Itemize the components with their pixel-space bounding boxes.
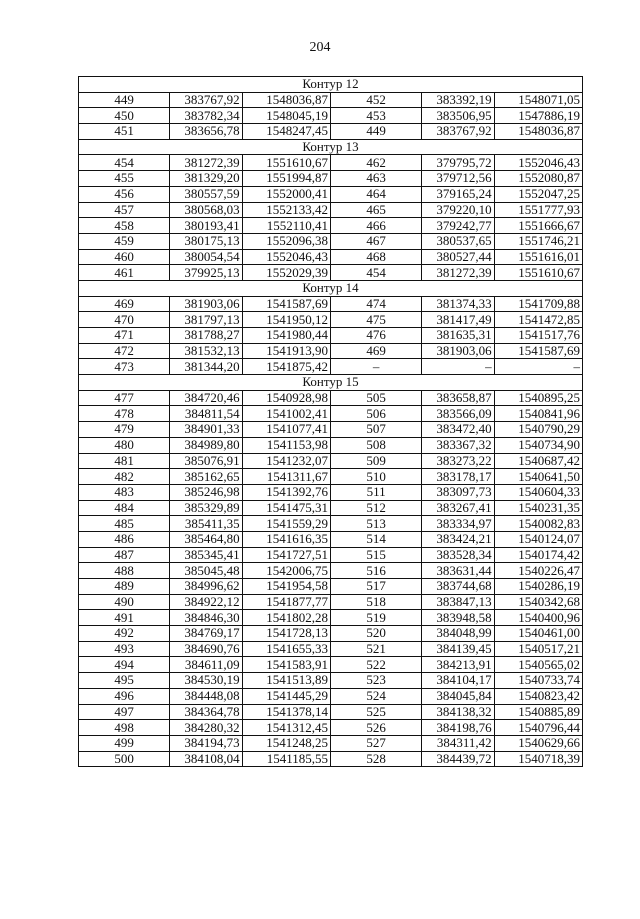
x-coordinate-cell: 385076,91 — [170, 453, 242, 469]
point-number-cell: 461 — [79, 265, 170, 281]
x-coordinate-cell: 381272,39 — [422, 265, 494, 281]
y-coordinate-cell: 1541980,44 — [242, 328, 330, 344]
x-coordinate-cell: 381272,39 — [170, 155, 242, 171]
table-row — [79, 233, 583, 249]
table-row — [79, 720, 583, 736]
y-coordinate-cell: 1548036,87 — [494, 124, 582, 140]
coordinates-table-body — [79, 77, 583, 767]
y-coordinate-cell: 1552046,43 — [494, 155, 582, 171]
x-coordinate-cell: 383847,13 — [422, 594, 494, 610]
y-coordinate-cell: 1540687,42 — [494, 453, 582, 469]
point-number-cell: 460 — [79, 249, 170, 265]
point-number-cell: 495 — [79, 673, 170, 689]
table-row — [79, 579, 583, 595]
point-number-cell: 488 — [79, 563, 170, 579]
y-coordinate-cell: 1541185,55 — [242, 751, 330, 767]
x-coordinate-cell: 381329,20 — [170, 171, 242, 187]
x-coordinate-cell: 384720,46 — [170, 390, 242, 406]
x-coordinate-cell: 383566,09 — [422, 406, 494, 422]
y-coordinate-cell: 1541913,90 — [242, 343, 330, 359]
y-coordinate-cell: 1540231,35 — [494, 500, 582, 516]
point-number-cell: 483 — [79, 484, 170, 500]
x-coordinate-cell: 384690,76 — [170, 641, 242, 657]
table-row — [79, 594, 583, 610]
point-number-cell: 493 — [79, 641, 170, 657]
table-row — [79, 751, 583, 767]
y-coordinate-cell: 1552110,41 — [242, 218, 330, 234]
point-number-cell: 516 — [330, 563, 421, 579]
y-coordinate-cell: 1540400,96 — [494, 610, 582, 626]
y-coordinate-cell: 1547886,19 — [494, 108, 582, 124]
table-row — [79, 296, 583, 312]
x-coordinate-cell: 381788,27 — [170, 328, 242, 344]
y-coordinate-cell: 1551777,93 — [494, 202, 582, 218]
table-row — [79, 218, 583, 234]
x-coordinate-cell: 384194,73 — [170, 735, 242, 751]
y-coordinate-cell: 1540790,29 — [494, 422, 582, 438]
x-coordinate-cell: 383178,17 — [422, 469, 494, 485]
point-number-cell: 471 — [79, 328, 170, 344]
x-coordinate-cell: 379220,10 — [422, 202, 494, 218]
x-coordinate-cell: 383948,58 — [422, 610, 494, 626]
table-row — [79, 531, 583, 547]
point-number-cell: 449 — [330, 124, 421, 140]
point-number-cell: 480 — [79, 437, 170, 453]
y-coordinate-cell: 1551666,67 — [494, 218, 582, 234]
y-coordinate-cell: 1541587,69 — [242, 296, 330, 312]
table-row — [79, 249, 583, 265]
x-coordinate-cell: 383392,19 — [422, 92, 494, 108]
x-coordinate-cell: 384922,12 — [170, 594, 242, 610]
y-coordinate-cell: 1540823,42 — [494, 688, 582, 704]
y-coordinate-cell: 1541709,88 — [494, 296, 582, 312]
table-row — [79, 359, 583, 375]
y-coordinate-cell: 1541077,41 — [242, 422, 330, 438]
y-coordinate-cell: 1540461,00 — [494, 626, 582, 642]
x-coordinate-cell: 383528,34 — [422, 547, 494, 563]
x-coordinate-cell: 381797,13 — [170, 312, 242, 328]
point-number-cell: 509 — [330, 453, 421, 469]
point-number-cell: 525 — [330, 704, 421, 720]
point-number-cell: 454 — [79, 155, 170, 171]
point-number-cell: 473 — [79, 359, 170, 375]
x-coordinate-cell: 383367,32 — [422, 437, 494, 453]
point-number-cell: 474 — [330, 296, 421, 312]
table-row — [79, 108, 583, 124]
table-row — [79, 422, 583, 438]
y-coordinate-cell: 1541312,45 — [242, 720, 330, 736]
x-coordinate-cell: 381532,13 — [170, 343, 242, 359]
y-coordinate-cell: 1548071,05 — [494, 92, 582, 108]
point-number-cell: 453 — [330, 108, 421, 124]
table-row — [79, 657, 583, 673]
y-coordinate-cell: 1552133,42 — [242, 202, 330, 218]
page-number: 204 — [309, 40, 331, 55]
point-number-cell: 514 — [330, 531, 421, 547]
table-row — [79, 484, 583, 500]
y-coordinate-cell: 1540565,02 — [494, 657, 582, 673]
point-number-cell: 477 — [79, 390, 170, 406]
point-number-cell: 491 — [79, 610, 170, 626]
y-coordinate-cell: 1541378,14 — [242, 704, 330, 720]
point-number-cell: 451 — [79, 124, 170, 140]
table-row — [79, 563, 583, 579]
x-coordinate-cell: 380054,54 — [170, 249, 242, 265]
y-coordinate-cell: 1541475,31 — [242, 500, 330, 516]
section-title: Контур 14 — [79, 280, 583, 296]
point-number-cell: 499 — [79, 735, 170, 751]
point-number-cell: 513 — [330, 516, 421, 532]
y-coordinate-cell: 1551994,87 — [242, 171, 330, 187]
point-number-cell: 508 — [330, 437, 421, 453]
table-row — [79, 688, 583, 704]
table-row — [79, 406, 583, 422]
table-row — [79, 469, 583, 485]
x-coordinate-cell: 384311,42 — [422, 735, 494, 751]
x-coordinate-cell: 385162,65 — [170, 469, 242, 485]
table-row — [79, 155, 583, 171]
point-number-cell: 489 — [79, 579, 170, 595]
x-coordinate-cell: 379165,24 — [422, 186, 494, 202]
y-coordinate-cell: 1541728,13 — [242, 626, 330, 642]
y-coordinate-cell: 1540928,98 — [242, 390, 330, 406]
y-coordinate-cell: 1541877,77 — [242, 594, 330, 610]
point-number-cell: – — [330, 359, 421, 375]
table-row — [79, 453, 583, 469]
y-coordinate-cell: 1540517,21 — [494, 641, 582, 657]
point-number-cell: 515 — [330, 547, 421, 563]
x-coordinate-cell: 383744,68 — [422, 579, 494, 595]
point-number-cell: 496 — [79, 688, 170, 704]
point-number-cell: 476 — [330, 328, 421, 344]
x-coordinate-cell: 381903,06 — [170, 296, 242, 312]
x-coordinate-cell: 383782,34 — [170, 108, 242, 124]
x-coordinate-cell: 383472,40 — [422, 422, 494, 438]
y-coordinate-cell: 1540841,96 — [494, 406, 582, 422]
x-coordinate-cell: 383631,44 — [422, 563, 494, 579]
point-number-cell: 464 — [330, 186, 421, 202]
x-coordinate-cell: 379242,77 — [422, 218, 494, 234]
y-coordinate-cell: 1552029,39 — [242, 265, 330, 281]
y-coordinate-cell: 1541232,07 — [242, 453, 330, 469]
point-number-cell: 521 — [330, 641, 421, 657]
x-coordinate-cell: 380568,03 — [170, 202, 242, 218]
x-coordinate-cell: 381344,20 — [170, 359, 242, 375]
y-coordinate-cell: 1552046,43 — [242, 249, 330, 265]
point-number-cell: 458 — [79, 218, 170, 234]
x-coordinate-cell: 383767,92 — [170, 92, 242, 108]
point-number-cell: 492 — [79, 626, 170, 642]
point-number-cell: 512 — [330, 500, 421, 516]
y-coordinate-cell: 1540082,83 — [494, 516, 582, 532]
y-coordinate-cell: 1551610,67 — [494, 265, 582, 281]
point-number-cell: 456 — [79, 186, 170, 202]
point-number-cell: 507 — [330, 422, 421, 438]
y-coordinate-cell: 1541655,33 — [242, 641, 330, 657]
point-number-cell: 449 — [79, 92, 170, 108]
x-coordinate-cell: 384139,45 — [422, 641, 494, 657]
x-coordinate-cell: 383767,92 — [422, 124, 494, 140]
y-coordinate-cell: 1541517,76 — [494, 328, 582, 344]
y-coordinate-cell: 1540641,50 — [494, 469, 582, 485]
table-row — [79, 500, 583, 516]
x-coordinate-cell: 383267,41 — [422, 500, 494, 516]
point-number-cell: 487 — [79, 547, 170, 563]
y-coordinate-cell: 1540629,66 — [494, 735, 582, 751]
table-row — [79, 547, 583, 563]
point-number-cell: 472 — [79, 343, 170, 359]
point-number-cell: 481 — [79, 453, 170, 469]
x-coordinate-cell: 384530,19 — [170, 673, 242, 689]
point-number-cell: 452 — [330, 92, 421, 108]
section-header-row — [79, 77, 583, 93]
x-coordinate-cell: 385045,48 — [170, 563, 242, 579]
x-coordinate-cell: – — [422, 359, 494, 375]
y-coordinate-cell: 1541311,67 — [242, 469, 330, 485]
x-coordinate-cell: 383334,97 — [422, 516, 494, 532]
y-coordinate-cell: 1540286,19 — [494, 579, 582, 595]
y-coordinate-cell: 1540604,33 — [494, 484, 582, 500]
point-number-cell: 526 — [330, 720, 421, 736]
section-title: Контур 12 — [79, 77, 583, 93]
point-number-cell: 484 — [79, 500, 170, 516]
y-coordinate-cell: 1552080,87 — [494, 171, 582, 187]
x-coordinate-cell: 379712,56 — [422, 171, 494, 187]
point-number-cell: 523 — [330, 673, 421, 689]
y-coordinate-cell: 1540124,07 — [494, 531, 582, 547]
x-coordinate-cell: 385345,41 — [170, 547, 242, 563]
x-coordinate-cell: 384104,17 — [422, 673, 494, 689]
x-coordinate-cell: 384280,32 — [170, 720, 242, 736]
table-row — [79, 265, 583, 281]
x-coordinate-cell: 379925,13 — [170, 265, 242, 281]
point-number-cell: 498 — [79, 720, 170, 736]
point-number-cell: 468 — [330, 249, 421, 265]
point-number-cell: 463 — [330, 171, 421, 187]
y-coordinate-cell: 1540796,44 — [494, 720, 582, 736]
table-row — [79, 186, 583, 202]
x-coordinate-cell: 383656,78 — [170, 124, 242, 140]
table-row — [79, 704, 583, 720]
x-coordinate-cell: 384996,62 — [170, 579, 242, 595]
y-coordinate-cell: 1541472,85 — [494, 312, 582, 328]
y-coordinate-cell: 1552047,25 — [494, 186, 582, 202]
x-coordinate-cell: 384811,54 — [170, 406, 242, 422]
section-header-row — [79, 139, 583, 155]
x-coordinate-cell: 384989,80 — [170, 437, 242, 453]
section-title: Контур 15 — [79, 375, 583, 391]
y-coordinate-cell: 1541513,89 — [242, 673, 330, 689]
point-number-cell: 478 — [79, 406, 170, 422]
y-coordinate-cell: 1551616,01 — [494, 249, 582, 265]
table-row — [79, 202, 583, 218]
x-coordinate-cell: 384846,30 — [170, 610, 242, 626]
x-coordinate-cell: 384364,78 — [170, 704, 242, 720]
table-row — [79, 735, 583, 751]
y-coordinate-cell: 1551746,21 — [494, 233, 582, 249]
y-coordinate-cell: 1540885,89 — [494, 704, 582, 720]
point-number-cell: 454 — [330, 265, 421, 281]
y-coordinate-cell: 1541583,91 — [242, 657, 330, 673]
x-coordinate-cell: 380527,44 — [422, 249, 494, 265]
point-number-cell: 522 — [330, 657, 421, 673]
y-coordinate-cell: 1540342,68 — [494, 594, 582, 610]
point-number-cell: 528 — [330, 751, 421, 767]
y-coordinate-cell: – — [494, 359, 582, 375]
point-number-cell: 524 — [330, 688, 421, 704]
point-number-cell: 466 — [330, 218, 421, 234]
section-title: Контур 13 — [79, 139, 583, 155]
y-coordinate-cell: 1541802,28 — [242, 610, 330, 626]
y-coordinate-cell: 1551610,67 — [242, 155, 330, 171]
point-number-cell: 455 — [79, 171, 170, 187]
y-coordinate-cell: 1541002,41 — [242, 406, 330, 422]
section-header-row — [79, 375, 583, 391]
point-number-cell: 527 — [330, 735, 421, 751]
x-coordinate-cell: 384045,84 — [422, 688, 494, 704]
point-number-cell: 486 — [79, 531, 170, 547]
point-number-cell: 475 — [330, 312, 421, 328]
y-coordinate-cell: 1552096,38 — [242, 233, 330, 249]
x-coordinate-cell: 384048,99 — [422, 626, 494, 642]
x-coordinate-cell: 384901,33 — [170, 422, 242, 438]
y-coordinate-cell: 1540734,90 — [494, 437, 582, 453]
x-coordinate-cell: 384439,72 — [422, 751, 494, 767]
point-number-cell: 494 — [79, 657, 170, 673]
y-coordinate-cell: 1548247,45 — [242, 124, 330, 140]
y-coordinate-cell: 1541727,51 — [242, 547, 330, 563]
x-coordinate-cell: 383097,73 — [422, 484, 494, 500]
table-row — [79, 312, 583, 328]
y-coordinate-cell: 1548036,87 — [242, 92, 330, 108]
table-row — [79, 343, 583, 359]
y-coordinate-cell: 1541559,29 — [242, 516, 330, 532]
x-coordinate-cell: 383424,21 — [422, 531, 494, 547]
x-coordinate-cell: 380175,13 — [170, 233, 242, 249]
table-row — [79, 171, 583, 187]
x-coordinate-cell: 381374,33 — [422, 296, 494, 312]
x-coordinate-cell: 380557,59 — [170, 186, 242, 202]
table-row — [79, 92, 583, 108]
point-number-cell: 469 — [330, 343, 421, 359]
point-number-cell: 450 — [79, 108, 170, 124]
point-number-cell: 479 — [79, 422, 170, 438]
point-number-cell: 490 — [79, 594, 170, 610]
x-coordinate-cell: 383658,87 — [422, 390, 494, 406]
x-coordinate-cell: 383506,95 — [422, 108, 494, 124]
x-coordinate-cell: 385411,35 — [170, 516, 242, 532]
x-coordinate-cell: 383273,22 — [422, 453, 494, 469]
point-number-cell: 517 — [330, 579, 421, 595]
point-number-cell: 465 — [330, 202, 421, 218]
x-coordinate-cell: 385464,80 — [170, 531, 242, 547]
point-number-cell: 497 — [79, 704, 170, 720]
table-row — [79, 610, 583, 626]
x-coordinate-cell: 381417,49 — [422, 312, 494, 328]
y-coordinate-cell: 1541950,12 — [242, 312, 330, 328]
point-number-cell: 510 — [330, 469, 421, 485]
point-number-cell: 519 — [330, 610, 421, 626]
table-row — [79, 328, 583, 344]
point-number-cell: 457 — [79, 202, 170, 218]
x-coordinate-cell: 384213,91 — [422, 657, 494, 673]
point-number-cell: 506 — [330, 406, 421, 422]
x-coordinate-cell: 384198,76 — [422, 720, 494, 736]
y-coordinate-cell: 1541392,76 — [242, 484, 330, 500]
y-coordinate-cell: 1541445,29 — [242, 688, 330, 704]
y-coordinate-cell: 1540895,25 — [494, 390, 582, 406]
x-coordinate-cell: 384611,09 — [170, 657, 242, 673]
y-coordinate-cell: 1552000,41 — [242, 186, 330, 202]
table-row — [79, 641, 583, 657]
point-number-cell: 482 — [79, 469, 170, 485]
table-row — [79, 124, 583, 140]
y-coordinate-cell: 1541248,25 — [242, 735, 330, 751]
y-coordinate-cell: 1541153,98 — [242, 437, 330, 453]
x-coordinate-cell: 380193,41 — [170, 218, 242, 234]
point-number-cell: 505 — [330, 390, 421, 406]
y-coordinate-cell: 1540174,42 — [494, 547, 582, 563]
x-coordinate-cell: 381635,31 — [422, 328, 494, 344]
x-coordinate-cell: 385246,98 — [170, 484, 242, 500]
point-number-cell: 469 — [79, 296, 170, 312]
table-row — [79, 437, 583, 453]
point-number-cell: 518 — [330, 594, 421, 610]
table-row — [79, 673, 583, 689]
y-coordinate-cell: 1548045,19 — [242, 108, 330, 124]
x-coordinate-cell: 381903,06 — [422, 343, 494, 359]
table-row — [79, 626, 583, 642]
point-number-cell: 511 — [330, 484, 421, 500]
point-number-cell: 467 — [330, 233, 421, 249]
x-coordinate-cell: 384448,08 — [170, 688, 242, 704]
x-coordinate-cell: 385329,89 — [170, 500, 242, 516]
point-number-cell: 470 — [79, 312, 170, 328]
y-coordinate-cell: 1540733,74 — [494, 673, 582, 689]
table-row — [79, 516, 583, 532]
point-number-cell: 459 — [79, 233, 170, 249]
x-coordinate-cell: 384769,17 — [170, 626, 242, 642]
point-number-cell: 462 — [330, 155, 421, 171]
y-coordinate-cell: 1541875,42 — [242, 359, 330, 375]
point-number-cell: 500 — [79, 751, 170, 767]
point-number-cell: 520 — [330, 626, 421, 642]
coordinates-table — [78, 76, 583, 767]
y-coordinate-cell: 1540718,39 — [494, 751, 582, 767]
x-coordinate-cell: 384108,04 — [170, 751, 242, 767]
section-header-row — [79, 280, 583, 296]
y-coordinate-cell: 1541954,58 — [242, 579, 330, 595]
y-coordinate-cell: 1540226,47 — [494, 563, 582, 579]
x-coordinate-cell: 379795,72 — [422, 155, 494, 171]
y-coordinate-cell: 1542006,75 — [242, 563, 330, 579]
x-coordinate-cell: 384138,32 — [422, 704, 494, 720]
table-row — [79, 390, 583, 406]
y-coordinate-cell: 1541616,35 — [242, 531, 330, 547]
point-number-cell: 485 — [79, 516, 170, 532]
y-coordinate-cell: 1541587,69 — [494, 343, 582, 359]
x-coordinate-cell: 380537,65 — [422, 233, 494, 249]
